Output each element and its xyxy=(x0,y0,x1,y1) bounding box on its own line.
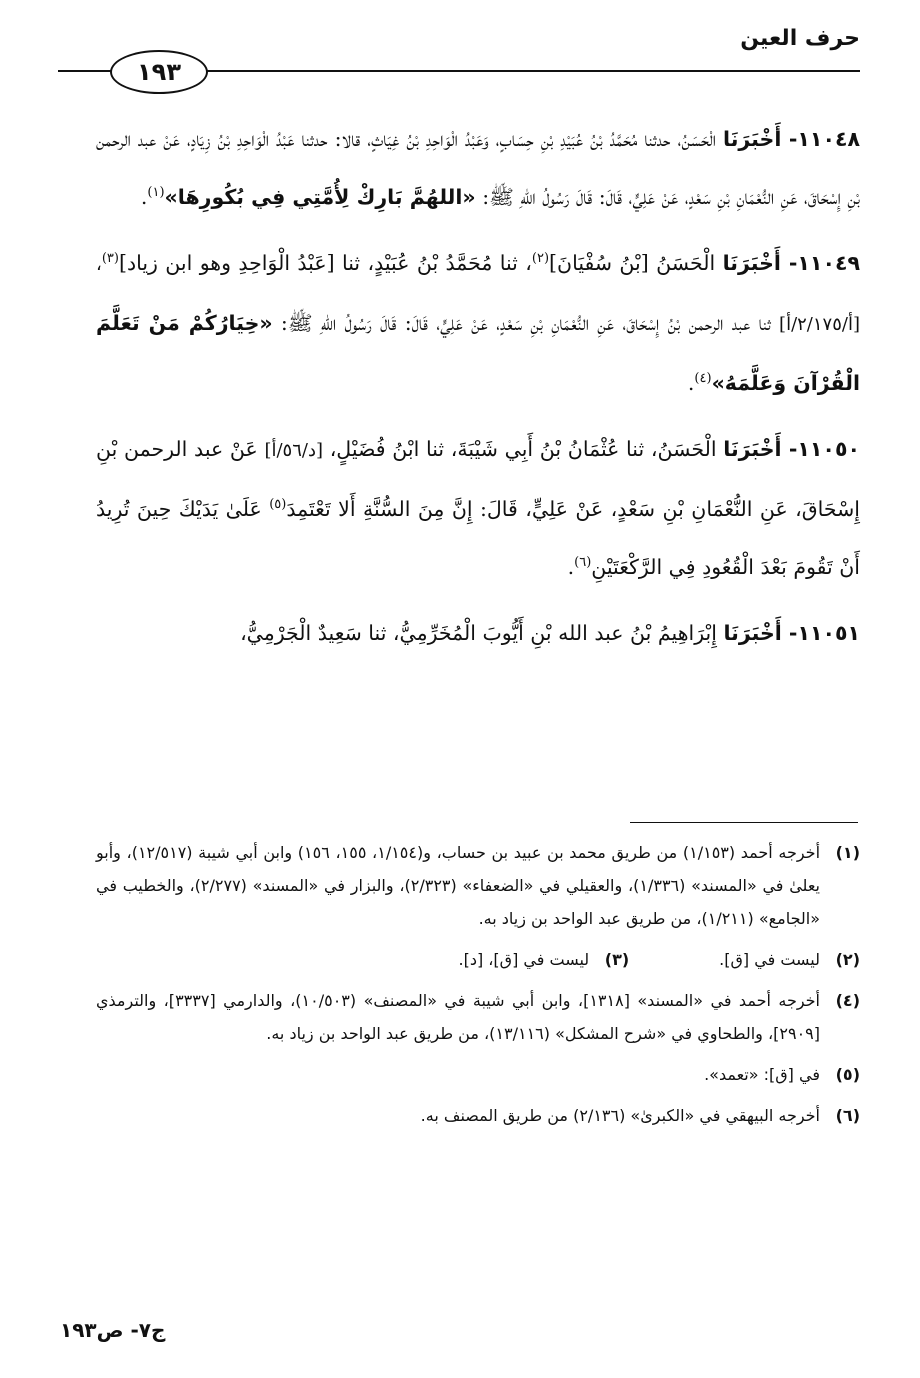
manuscript-reference: ، [أ/٢/١٧٥/أ] xyxy=(96,254,860,335)
footnote-marker[interactable]: (١) xyxy=(147,185,165,201)
footnote-3 xyxy=(458,943,629,976)
footnote-6 xyxy=(96,1099,860,1132)
footnote-marker[interactable]: (٤) xyxy=(694,371,712,387)
footnote-number: (٢) xyxy=(835,950,860,969)
running-header-title: حرف العين xyxy=(740,26,860,51)
hadith-isnad-1: الْحَسَنُ، ثنا عُثْمَانُ بْنُ أَبِي شَيْبَةَ، ثنا ابْنُ فُضَيْلٍ، xyxy=(329,437,717,461)
hadith-dash: - xyxy=(781,127,798,151)
footnote-text: ليست في [ق]. xyxy=(719,950,820,969)
hadith-end: . xyxy=(687,371,695,395)
footnote-marker[interactable]: (٥) xyxy=(269,497,287,513)
hadith-isnad: إِبْرَاهِيمُ بْنُ عبد الله بْنِ أَيُّوبَ الْمُخَرِّمِيُّ، ثنا سَعِيدٌ الْجَرْمِيُّ، xyxy=(240,621,717,645)
hadith-11048 xyxy=(96,110,860,226)
hadith-11050 xyxy=(96,420,860,596)
hadith-isnad-3: ثنا عبد الرحمن بْنُ إِسْحَاقَ، عَنِ النُّعْمَانِ بْنِ سَعْدٍ، عَنْ عَلِيٍّ، قَالَ: قَالَ رَسُولُ اللهِ ﷺ: xyxy=(280,311,771,335)
hadith-number: ١١٠٥١ xyxy=(797,621,860,645)
footnote-number: (٣) xyxy=(604,950,630,969)
footnote-marker[interactable]: (٣) xyxy=(101,251,119,267)
footnote-4 xyxy=(96,984,860,1050)
hadith-isnad-1: الْحَسَنُ [بْنُ سُفْيَانَ] xyxy=(549,251,716,275)
hadith-isnad: الْحَسَنُ، حدثنا مُحَمَّدُ بْنُ عُبَيْدِ بْنِ حِسَابٍ، وَعَبْدُ الْوَاحِدِ بْنُ غِيَاثٍ، قالا: حدثنا عَبْدُ الْوَاحِدِ بْنُ زِيَادٍ، عَنْ عبد الرحمن بْنِ إِسْحَاقَ، عَنِ النُّعْمَانِ بْنِ سَعْدٍ، عَنْ عَلِيٍّ، قَالَ: قَالَ رَسُولُ اللهِ ﷺ: xyxy=(96,127,860,209)
hadith-dash: - xyxy=(780,251,798,275)
hadith-dash: - xyxy=(781,437,798,461)
hadith-number: ١١٠٥٠ xyxy=(797,437,860,461)
volume-page-footer: ج٧- ص١٩٣ xyxy=(60,1318,166,1342)
footnote-number: (٦) xyxy=(835,1106,860,1125)
hadith-11049 xyxy=(96,234,860,412)
hadith-number: ١١٠٤٩ xyxy=(797,251,860,275)
hadith-end: . xyxy=(140,185,148,209)
hadith-lead: أَخْبَرَنَا xyxy=(723,437,782,461)
footnote-text: أخرجه أحمد في «المسند» [١٣١٨]، وابن أبي شيبة في «المصنف» (١٠/٥٠٣)، والدارمي [٣٣٣٧]، والترمذي [٢٩٠٩]، والطحاوي في «شرح المشكل» (١٣/١١٦)، من طريق عبد الواحد بن زياد به. xyxy=(96,991,821,1043)
footnote-2 xyxy=(719,943,860,976)
footnote-text: أخرجه أحمد (١/١٥٣) من طريق محمد بن عبيد بن حساب، و(١/١٥٤، ١٥٥، ١٥٦) وابن أبي شيبة (١٢/٥١٧)، وأبو يعلىٰ في «المسند» (١/٣٣٦)، والعقيلي في «الضعفاء» (٢/٣٢٣)، والبزار في «المسند» (٢/٢٧٧)، والخطيب في «الجامع» (١/٢١١)، من طريق عبد الواحد بن زياد به. xyxy=(96,843,821,928)
footnote-text: في [ق]: «تعمد». xyxy=(704,1065,820,1084)
hadith-isnad-2: عَنْ عبد الرحمن بْنِ إِسْحَاقَ، عَنِ النُّعْمَانِ بْنِ سَعْدٍ، عَنْ عَلِيٍّ، قَالَ: إِنَّ مِنَ السُّنَّةِ أَلا تَعْتَمِدَ xyxy=(96,437,860,521)
footnote-marker[interactable]: (٢) xyxy=(531,251,550,267)
footnotes xyxy=(96,836,860,1140)
hadith-text-2: عَلَىٰ يَدَيْكَ حِينَ تُرِيدُ أَنْ تَقُومَ بَعْدَ الْقُعُودِ فِي الرَّكْعَتَيْنِ xyxy=(96,497,860,579)
footnote-number: (٤) xyxy=(835,991,860,1010)
footnotes-2-3 xyxy=(96,943,860,976)
footnote-separator xyxy=(630,822,858,823)
main-text xyxy=(96,110,860,670)
hadith-11051 xyxy=(96,604,860,662)
footnote-5 xyxy=(96,1058,860,1091)
footnote-text: أخرجه البيهقي في «الكبرىٰ» (٢/١٣٦) من طريق المصنف به. xyxy=(420,1106,820,1125)
hadith-isnad-2: ، ثنا مُحَمَّدُ بْنُ عُبَيْدٍ، ثنا [عَبْدُ الْوَاحِدِ وهو ابن زياد] xyxy=(118,251,532,275)
hadith-lead: أَخْبَرَنَا xyxy=(723,127,782,151)
footnote-number: (٥) xyxy=(835,1065,860,1084)
hadith-dash: - xyxy=(781,621,798,645)
hadith-lead: أَخْبَرَنَا xyxy=(723,621,782,645)
hadith-lead: أَخْبَرَنَا xyxy=(722,251,781,275)
hadith-matn: «خِيَارُكُمْ مَنْ تَعَلَّمَ الْقُرْآنَ وَعَلَّمَهُ» xyxy=(96,311,860,395)
page-number-badge: ١٩٣ xyxy=(110,50,208,94)
hadith-end: . xyxy=(567,555,575,579)
hadith-matn: «اللهُمَّ بَارِكْ لِأُمَّتِي فِي بُكُورِهَا» xyxy=(164,185,476,209)
manuscript-reference: [د/٥٦/أ] xyxy=(264,440,323,461)
footnote-number: (١) xyxy=(835,843,860,862)
footnote-marker[interactable]: (٦) xyxy=(574,555,592,571)
footnote-text: ليست في [ق]، [د]. xyxy=(458,950,590,969)
hadith-number: ١١٠٤٨ xyxy=(797,127,860,151)
footnote-1 xyxy=(96,836,860,935)
